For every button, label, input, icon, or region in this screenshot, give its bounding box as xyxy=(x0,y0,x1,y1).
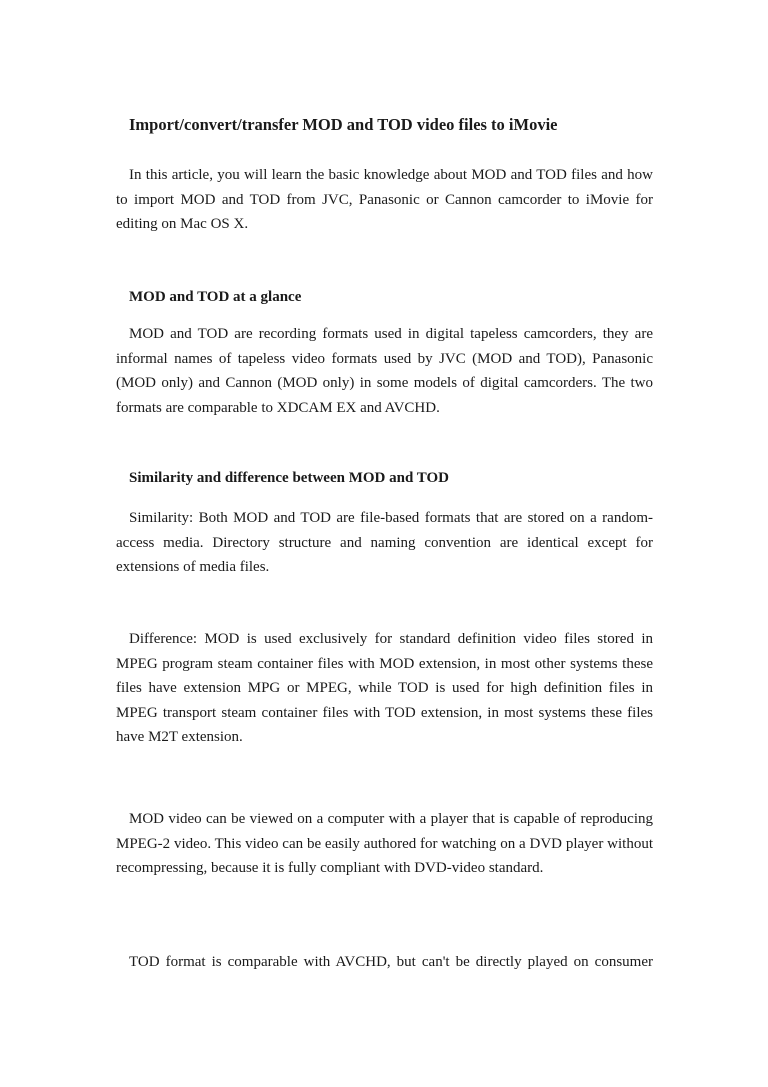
document-title: Import/convert/transfer MOD and TOD video files to iMovie xyxy=(129,115,558,134)
section-heading-similarity-difference: Similarity and difference between MOD and TOD xyxy=(129,470,449,486)
intro-paragraph: In this article, you will learn the basic knowledge about MOD and TOD files and how to import MOD and TOD from JVC, Panasonic or Cannon camcorder to iMovie for editing on Mac OS X. xyxy=(116,167,653,232)
section-heading-glance: MOD and TOD at a glance xyxy=(129,289,302,305)
mod-video-paragraph: MOD video can be viewed on a computer with a player that is capable of reproducing MPEG-2 video. This video can be easily authored for watching on a DVD player without recompressing, because it is fully compliant with DVD-video standard. xyxy=(116,811,653,876)
similarity-paragraph: Similarity: Both MOD and TOD are file-based formats that are stored on a random-access media. Directory structure and naming convention are identical except for extensions of media files. xyxy=(116,510,653,575)
difference-paragraph: Difference: MOD is used exclusively for standard definition video files stored in MPEG program steam container files with MOD extension, in most other systems these files have extension MPG or MPEG, while TOD is used for high definition files in MPEG transport steam container files with TOD extension, in most systems these files have M2T extension. xyxy=(116,631,653,745)
tod-format-paragraph: TOD format is comparable with AVCHD, but can't be directly played on consumer xyxy=(129,954,653,970)
glance-paragraph: MOD and TOD are recording formats used in digital tapeless camcorders, they are informal names of tapeless video formats used by JVC (MOD and TOD), Panasonic (MOD only) and Cannon (MOD only) in some models of digital camcorders. The two formats are comparable to XDCAM EX and AVCHD. xyxy=(116,326,653,416)
